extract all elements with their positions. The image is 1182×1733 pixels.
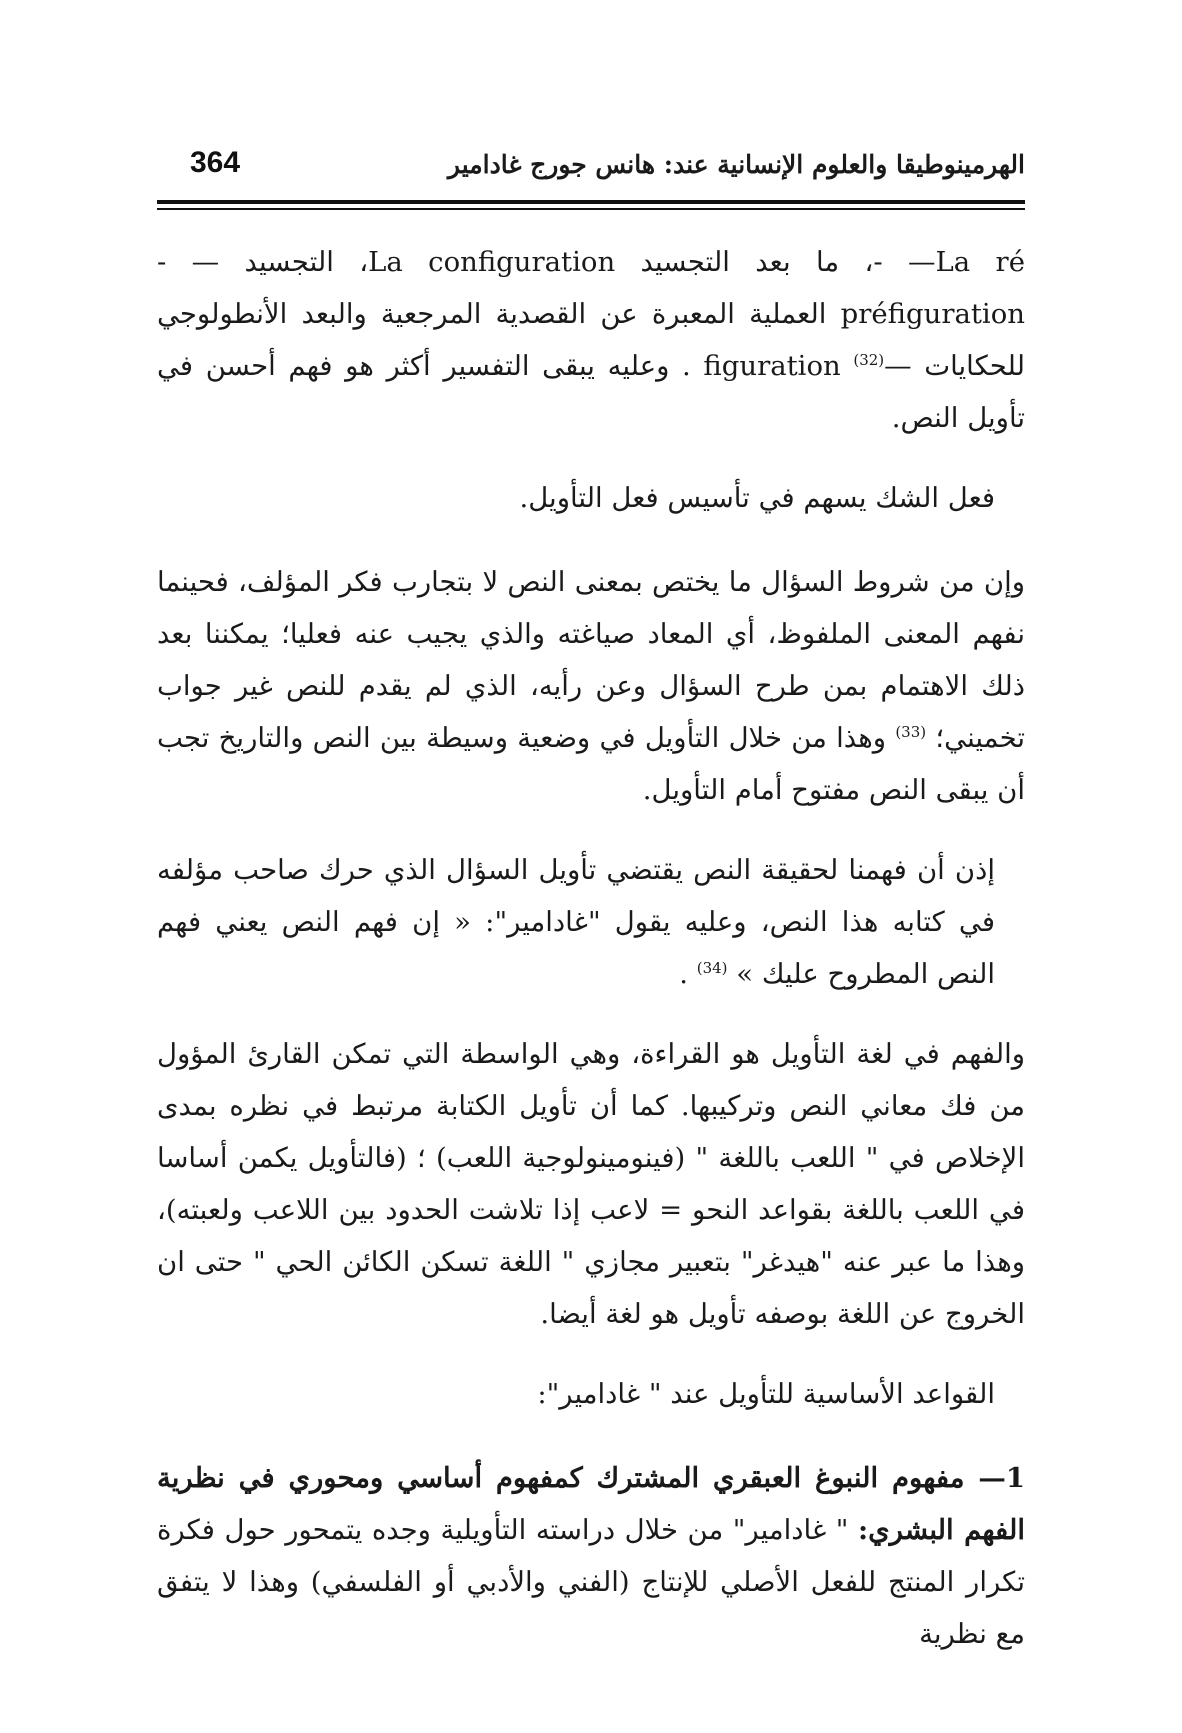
header-rule-thin: [157, 208, 1025, 210]
paragraph-text: وإن من شروط السؤال ما يختص بمعنى النص لا بتجارب فكر المؤلف، فحينما نفهم المعنى الملفوظ، أي المعاد صياغته والذي يجيب عنه فعليا؛ يمكننا بعد ذلك الاهتمام بمن طرح السؤال وعن رأيه، الذي لم يقدم للنص غير جواب تخميني؛: [157, 566, 1025, 754]
paragraph-7: [157, 1452, 1025, 1660]
numbered-heading: 1— مفهوم النبوغ العبقري المشترك كمفهوم أساسي ومحوري في نظرية الفهم البشري:: [157, 1462, 1025, 1546]
paragraph-text: . وعليه يبقى التفسير أكثر هو فهم أحسن في تأويل النص.: [157, 350, 1025, 434]
paragraph-5: والفهم في لغة التأويل هو القراءة، وهي الواسطة التي تمكن القارئ المؤول من فك معاني النص وتركيبها. كما أن تأويل الكتابة مرتبط في نظره بمدى الإخلاص في " اللعب باللغة " (فينومينولوجية اللعب) ؛ (فالتأويل يكمن أساسا في اللعب باللغة بقواعد النحو = لاعب إذا تلاشت الحدود بين اللاعب ولعبته)، وهذا ما عبر عنه "هيدغر" بتعبير مجازي " اللغة تسكن الكائن الحي " حتى ان الخروج عن اللغة بوصفه تأويل هو لغة أيضا.: [157, 1038, 1025, 1330]
paragraph-text: إذن أن فهمنا لحقيقة النص يقتضي تأويل السؤال الذي حرك صاحب مؤلفه في كتابه هذا النص، وعليه يقول "غادامير": « إن فهم النص يعني فهم النص المطروح عليك »: [157, 854, 995, 990]
footnote-ref-32: (32): [853, 350, 885, 369]
paragraph-1: [157, 236, 1025, 444]
section-heading: القواعد الأساسية للتأويل عند " غادامير":: [537, 1378, 995, 1410]
page-body: [157, 236, 1025, 1688]
footnote-ref-34: (34): [696, 958, 728, 977]
paragraph-text: وهذا من خلال التأويل في وضعية وسيطة بين النص والتاريخ تجب أن يبقى النص مفتوح أمام التأويل.: [157, 722, 1025, 806]
page-number: 364: [190, 146, 241, 179]
paragraph-text: " غادامير" من خلال دراسته التأويلية وجده يتمحور حول فكرة تكرار المنتج للفعل الأصلي للإنتاج (الفني والأدبي أو الفلسفي) وهذا لا يتفق مع نظرية: [157, 1514, 1025, 1650]
footnote-ref-33: (33): [895, 722, 927, 741]
paragraph-2: فعل الشك يسهم في تأسيس فعل التأويل.: [519, 482, 995, 514]
paragraph-text: La ré— -، ما بعد التجسيد La configuration، التجسيد — - préfiguration العملية المعبرة عن القصدية المرجعية والبعد الأنطولوجي للحكايات —figuration: [157, 246, 1025, 382]
paragraph-text: .: [679, 958, 688, 990]
page-header: [157, 146, 1025, 196]
paragraph-3: [157, 556, 1025, 816]
running-title: الهرمينوطيقا والعلوم الإنسانية عند: هانس جورج غادامير: [447, 150, 1025, 179]
header-rule-thick: [157, 200, 1025, 204]
paragraph-4: [157, 844, 1025, 1000]
